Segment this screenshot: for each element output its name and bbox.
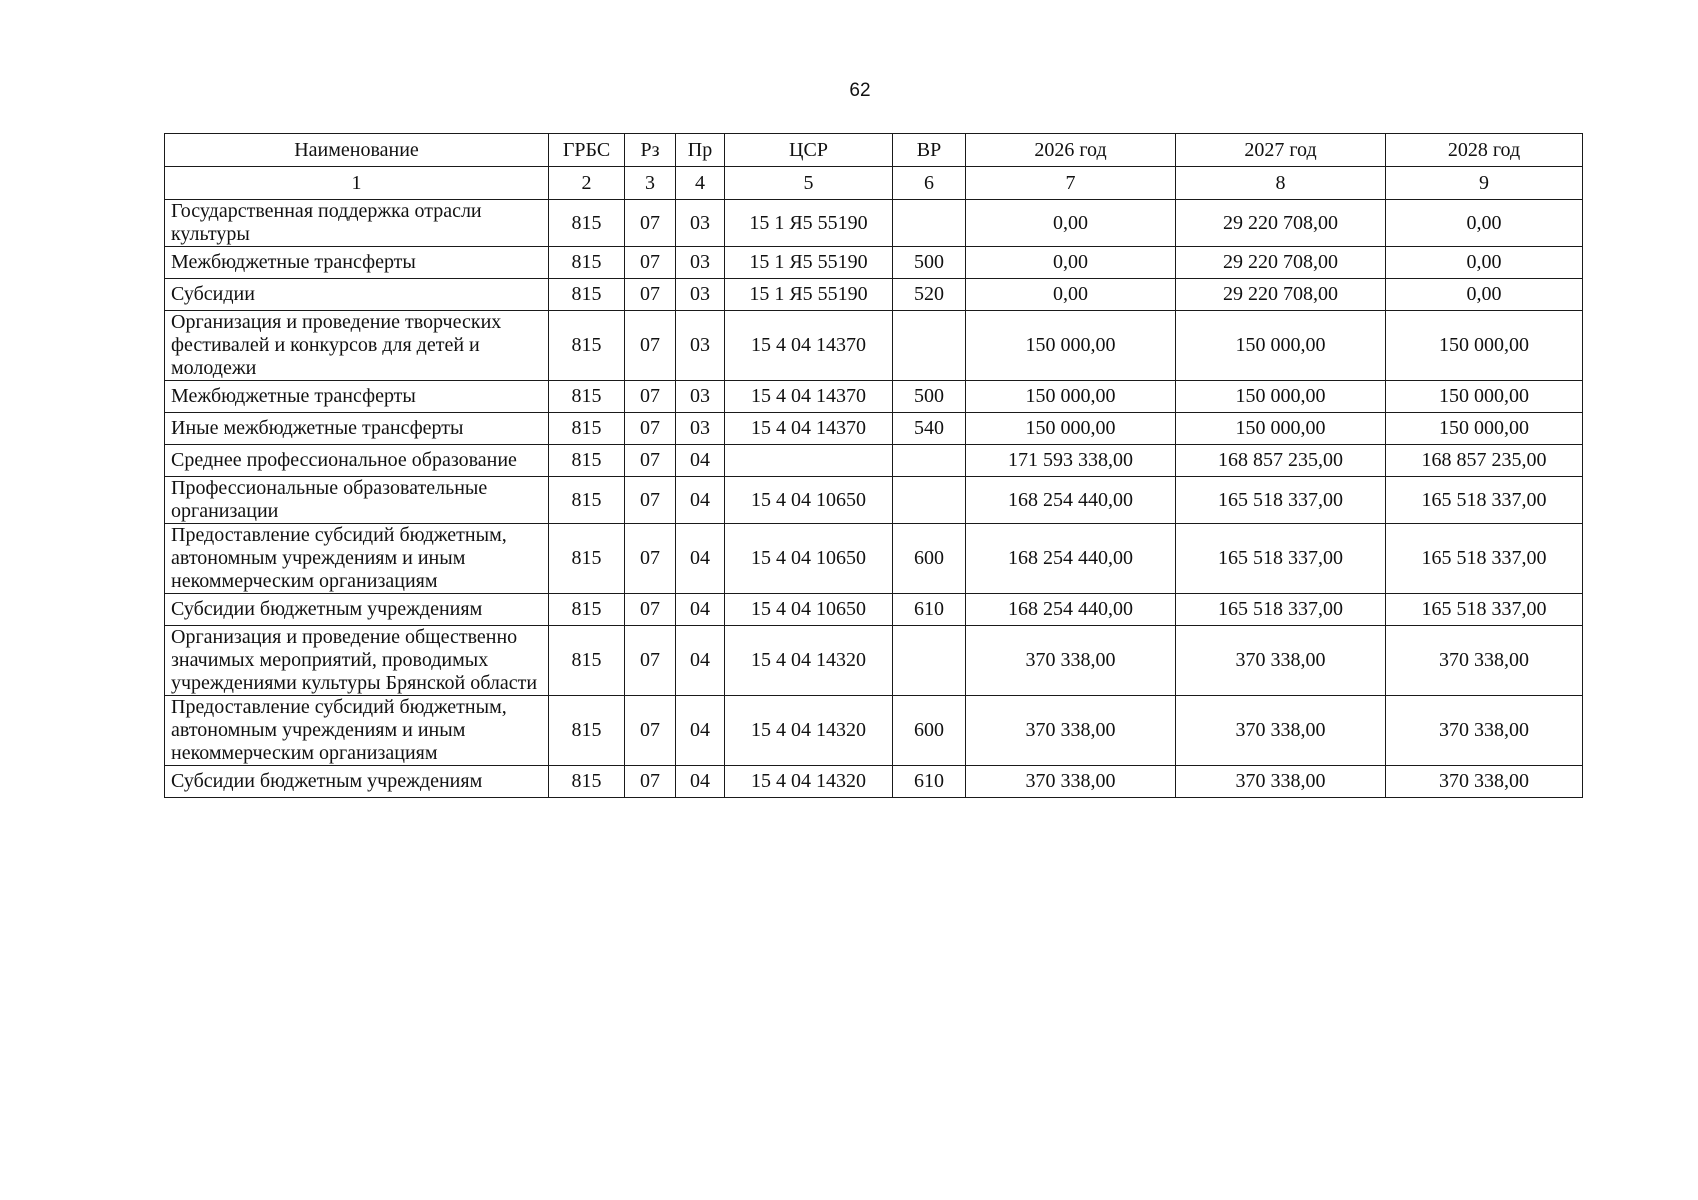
cell-pr: 04: [676, 696, 725, 766]
column-number: 8: [1176, 167, 1386, 200]
cell-pr: 03: [676, 279, 725, 311]
cell-pr: 03: [676, 311, 725, 381]
cell-name: Организация и проведение творческих фестивалей и конкурсов для детей и молодежи: [165, 311, 549, 381]
cell-grbs: 815: [549, 477, 625, 524]
cell-csr: 15 4 04 10650: [725, 594, 893, 626]
cell-csr: [725, 445, 893, 477]
cell-vr: [893, 445, 966, 477]
cell-name: Среднее профессиональное образование: [165, 445, 549, 477]
cell-name: Субсидии бюджетным учреждениям: [165, 594, 549, 626]
cell-2028: 150 000,00: [1386, 381, 1583, 413]
cell-csr: 15 4 04 14320: [725, 696, 893, 766]
cell-rz: 07: [625, 477, 676, 524]
table-row: [165, 524, 1583, 594]
cell-2028: 370 338,00: [1386, 696, 1583, 766]
cell-pr: 03: [676, 247, 725, 279]
cell-2027: 370 338,00: [1176, 696, 1386, 766]
cell-vr: [893, 200, 966, 247]
cell-name: Организация и проведение общественно значимых мероприятий, проводимых учреждениями культуры Брянской области: [165, 626, 549, 696]
cell-csr: 15 1 Я5 55190: [725, 200, 893, 247]
cell-rz: 07: [625, 381, 676, 413]
cell-name: Субсидии: [165, 279, 549, 311]
cell-2026: 370 338,00: [966, 696, 1176, 766]
cell-rz: 07: [625, 445, 676, 477]
header-pr: Пр: [676, 134, 725, 167]
cell-vr: 600: [893, 524, 966, 594]
cell-name: Предоставление субсидий бюджетным, автономным учреждениям и иным некоммерческим организациям: [165, 524, 549, 594]
cell-2026: 370 338,00: [966, 766, 1176, 798]
cell-grbs: 815: [549, 247, 625, 279]
cell-csr: 15 4 04 14320: [725, 766, 893, 798]
column-number: 5: [725, 167, 893, 200]
cell-csr: 15 1 Я5 55190: [725, 247, 893, 279]
cell-grbs: 815: [549, 626, 625, 696]
cell-vr: 610: [893, 766, 966, 798]
table-row: [165, 477, 1583, 524]
cell-2028: 0,00: [1386, 279, 1583, 311]
cell-2027: 168 857 235,00: [1176, 445, 1386, 477]
budget-table: [164, 133, 1583, 798]
cell-csr: 15 4 04 10650: [725, 477, 893, 524]
table-row: [165, 766, 1583, 798]
cell-grbs: 815: [549, 381, 625, 413]
cell-2026: 150 000,00: [966, 311, 1176, 381]
cell-2027: 370 338,00: [1176, 766, 1386, 798]
cell-grbs: 815: [549, 594, 625, 626]
cell-2026: 168 254 440,00: [966, 477, 1176, 524]
cell-name: Межбюджетные трансферты: [165, 381, 549, 413]
cell-2026: 150 000,00: [966, 413, 1176, 445]
cell-2026: 168 254 440,00: [966, 524, 1176, 594]
column-number: 3: [625, 167, 676, 200]
cell-2027: 29 220 708,00: [1176, 247, 1386, 279]
cell-name: Иные межбюджетные трансферты: [165, 413, 549, 445]
cell-vr: 500: [893, 381, 966, 413]
cell-rz: 07: [625, 524, 676, 594]
column-number-row: [165, 167, 1583, 200]
cell-pr: 04: [676, 594, 725, 626]
cell-vr: [893, 311, 966, 381]
cell-vr: 500: [893, 247, 966, 279]
cell-2026: 150 000,00: [966, 381, 1176, 413]
cell-grbs: 815: [549, 524, 625, 594]
cell-vr: 540: [893, 413, 966, 445]
cell-2027: 150 000,00: [1176, 311, 1386, 381]
table-row: [165, 696, 1583, 766]
cell-2026: 0,00: [966, 279, 1176, 311]
cell-rz: 07: [625, 413, 676, 445]
cell-vr: [893, 626, 966, 696]
header-grbs: ГРБС: [549, 134, 625, 167]
header-rz: Рз: [625, 134, 676, 167]
cell-2027: 150 000,00: [1176, 413, 1386, 445]
cell-name: Профессиональные образовательные организации: [165, 477, 549, 524]
cell-2026: 0,00: [966, 247, 1176, 279]
cell-2027: 150 000,00: [1176, 381, 1386, 413]
header-2027: 2027 год: [1176, 134, 1386, 167]
table-row: [165, 200, 1583, 247]
cell-rz: 07: [625, 279, 676, 311]
column-number: 1: [165, 167, 549, 200]
cell-grbs: 815: [549, 200, 625, 247]
cell-grbs: 815: [549, 413, 625, 445]
cell-2026: 168 254 440,00: [966, 594, 1176, 626]
cell-pr: 03: [676, 200, 725, 247]
cell-2027: 29 220 708,00: [1176, 200, 1386, 247]
cell-2026: 370 338,00: [966, 626, 1176, 696]
header-name: Наименование: [165, 134, 549, 167]
cell-csr: 15 4 04 14370: [725, 381, 893, 413]
cell-2027: 165 518 337,00: [1176, 477, 1386, 524]
cell-rz: 07: [625, 594, 676, 626]
header-vr: ВР: [893, 134, 966, 167]
cell-csr: 15 1 Я5 55190: [725, 279, 893, 311]
cell-name: Государственная поддержка отрасли культуры: [165, 200, 549, 247]
cell-pr: 04: [676, 445, 725, 477]
cell-2027: 165 518 337,00: [1176, 524, 1386, 594]
header-csr: ЦСР: [725, 134, 893, 167]
cell-pr: 04: [676, 477, 725, 524]
cell-vr: 600: [893, 696, 966, 766]
cell-2028: 370 338,00: [1386, 766, 1583, 798]
table-row: [165, 445, 1583, 477]
column-number: 4: [676, 167, 725, 200]
cell-rz: 07: [625, 200, 676, 247]
cell-rz: 07: [625, 311, 676, 381]
cell-csr: 15 4 04 14320: [725, 626, 893, 696]
cell-grbs: 815: [549, 766, 625, 798]
column-number: 7: [966, 167, 1176, 200]
cell-2028: 168 857 235,00: [1386, 445, 1583, 477]
cell-grbs: 815: [549, 696, 625, 766]
cell-name: Предоставление субсидий бюджетным, автономным учреждениям и иным некоммерческим организациям: [165, 696, 549, 766]
cell-pr: 04: [676, 626, 725, 696]
cell-2026: 171 593 338,00: [966, 445, 1176, 477]
cell-grbs: 815: [549, 311, 625, 381]
cell-vr: [893, 477, 966, 524]
header-2026: 2026 год: [966, 134, 1176, 167]
cell-rz: 07: [625, 247, 676, 279]
cell-2027: 29 220 708,00: [1176, 279, 1386, 311]
table-row: [165, 594, 1583, 626]
table-row: [165, 626, 1583, 696]
cell-2027: 165 518 337,00: [1176, 594, 1386, 626]
cell-rz: 07: [625, 766, 676, 798]
cell-csr: 15 4 04 10650: [725, 524, 893, 594]
cell-rz: 07: [625, 626, 676, 696]
column-number: 2: [549, 167, 625, 200]
page-number: 62: [849, 80, 871, 101]
cell-2028: 150 000,00: [1386, 413, 1583, 445]
cell-2028: 370 338,00: [1386, 626, 1583, 696]
cell-2028: 0,00: [1386, 200, 1583, 247]
cell-csr: 15 4 04 14370: [725, 413, 893, 445]
cell-pr: 03: [676, 381, 725, 413]
cell-name: Субсидии бюджетным учреждениям: [165, 766, 549, 798]
table-row: [165, 311, 1583, 381]
cell-grbs: 815: [549, 279, 625, 311]
cell-2028: 150 000,00: [1386, 311, 1583, 381]
cell-pr: 03: [676, 413, 725, 445]
table-row: [165, 413, 1583, 445]
cell-2027: 370 338,00: [1176, 626, 1386, 696]
cell-2028: 165 518 337,00: [1386, 477, 1583, 524]
cell-vr: 520: [893, 279, 966, 311]
header-row: [165, 134, 1583, 167]
column-number: 9: [1386, 167, 1583, 200]
cell-2026: 0,00: [966, 200, 1176, 247]
table-row: [165, 279, 1583, 311]
cell-2028: 0,00: [1386, 247, 1583, 279]
cell-pr: 04: [676, 524, 725, 594]
table-row: [165, 247, 1583, 279]
table-row: [165, 381, 1583, 413]
cell-csr: 15 4 04 14370: [725, 311, 893, 381]
cell-name: Межбюджетные трансферты: [165, 247, 549, 279]
cell-grbs: 815: [549, 445, 625, 477]
cell-2028: 165 518 337,00: [1386, 524, 1583, 594]
cell-rz: 07: [625, 696, 676, 766]
column-number: 6: [893, 167, 966, 200]
cell-2028: 165 518 337,00: [1386, 594, 1583, 626]
cell-pr: 04: [676, 766, 725, 798]
cell-vr: 610: [893, 594, 966, 626]
header-2028: 2028 год: [1386, 134, 1583, 167]
